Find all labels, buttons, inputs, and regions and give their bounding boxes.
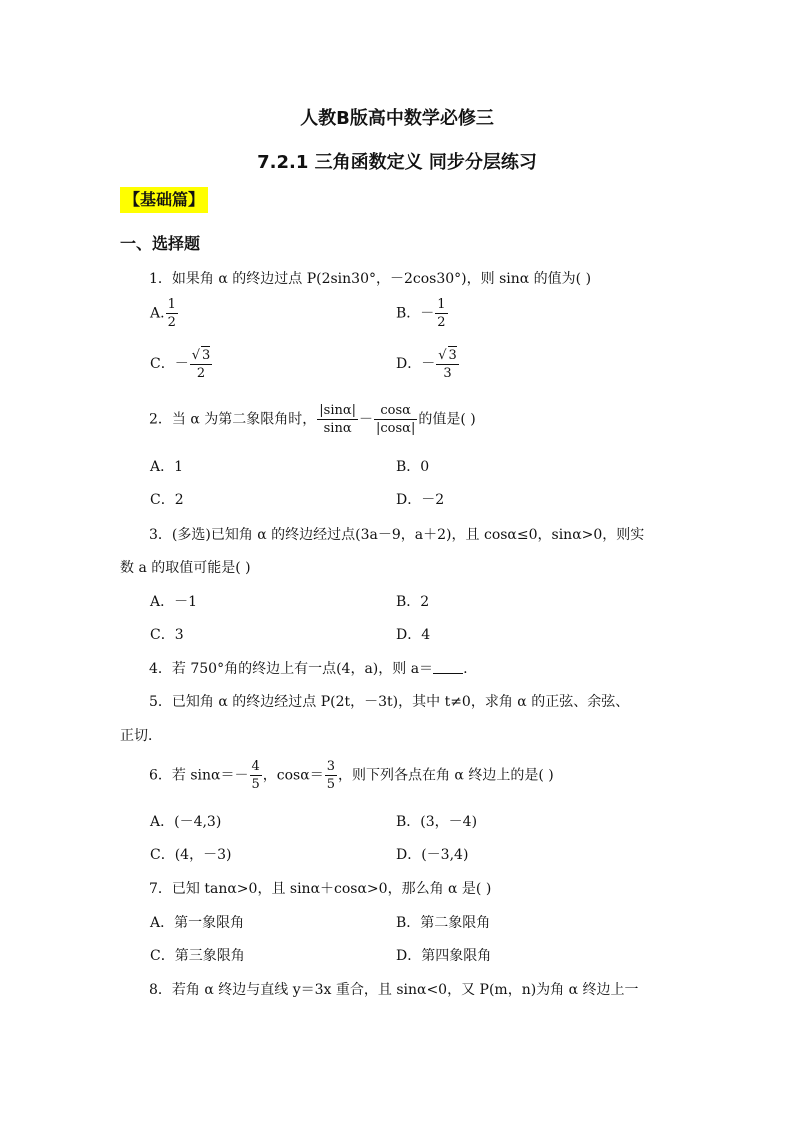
- fraction: [436, 346, 459, 382]
- question-text: 2．当 α 为第二象限角时，: [149, 411, 317, 428]
- q3-option-a: A．－1: [150, 594, 198, 610]
- q7-option-c: C．第三象限角: [150, 948, 245, 964]
- fraction: [374, 402, 417, 437]
- fraction: [166, 296, 178, 331]
- denominator: sinα: [323, 421, 352, 436]
- fraction: [435, 296, 447, 331]
- option-label: B．－: [396, 305, 435, 322]
- denominator: 3: [443, 366, 452, 381]
- denominator: 5: [251, 777, 260, 792]
- question-7: 7．已知 tanα>0，且 sinα＋cosα>0，那么角 α 是( ): [149, 881, 492, 897]
- minus-sign: －: [359, 411, 374, 428]
- question-8: 8．若角 α 终边与直线 y＝3x 重合，且 sinα<0，又 P(m，n)为角 α 终边上一: [149, 982, 639, 998]
- question-text: 6．若 sinα＝－: [149, 767, 249, 784]
- question-text: .: [463, 661, 468, 677]
- q1-option-c: [150, 346, 213, 382]
- q1-option-a: [150, 296, 179, 331]
- question-1: 1．如果角 α 的终边过点 P(2sin30°，－2cos30°)，则 sinα 的值为( ): [149, 271, 592, 287]
- q7-option-b: B．第二象限角: [396, 915, 491, 931]
- denominator: 2: [196, 366, 206, 381]
- denominator: 5: [326, 777, 335, 792]
- numerator: 1: [167, 297, 176, 312]
- option-label: D．－: [396, 356, 436, 372]
- option-label: C．－: [150, 356, 189, 372]
- q2-option-c: C．2: [150, 492, 184, 508]
- question-text: ，cosα＝: [262, 767, 324, 784]
- q1-option-d: [396, 346, 460, 382]
- numerator: √ 3: [191, 348, 211, 363]
- q2-option-b: B．0: [396, 459, 430, 475]
- q1-option-b: [396, 296, 449, 331]
- q7-option-a: A．第一象限角: [150, 915, 245, 931]
- radicand: 3: [448, 348, 457, 363]
- numerator: |sinα|: [319, 403, 357, 418]
- q3-option-b: B．2: [396, 594, 430, 610]
- numerator: √ 3: [438, 348, 457, 363]
- question-5-line-1: 5．已知角 α 的终边经过点 P(2t，－3t)，其中 t≠0，求角 α 的正弦、余弦、: [149, 694, 630, 710]
- denominator: |cosα|: [376, 421, 416, 436]
- section-heading: 一、选择题: [120, 234, 201, 253]
- q2-option-d: D．－2: [396, 492, 445, 508]
- question-2: [149, 402, 476, 437]
- option-label: A.: [150, 305, 165, 322]
- answer-blank: [433, 673, 463, 674]
- denominator: 2: [437, 315, 446, 330]
- numerator: 1: [437, 297, 446, 312]
- q6-option-c: C．(4，－3): [150, 847, 232, 863]
- fraction: [250, 758, 262, 793]
- question-text: 的值是( ): [418, 411, 476, 428]
- denominator: 2: [167, 315, 176, 330]
- question-3-line-1: 3．(多选)已知角 α 的终边经过点(3a－9，a＋2)，且 cosα≤0，sinα>0，则实: [149, 527, 645, 543]
- question-6: [149, 758, 554, 793]
- q6-option-b: B．(3，－4): [396, 814, 478, 830]
- q2-option-a: A．1: [150, 459, 184, 475]
- question-5-line-2: 正切．: [120, 728, 162, 744]
- numerator: 3: [326, 759, 335, 774]
- question-text: ，则下列各点在角 α 终边上的是( ): [337, 767, 554, 784]
- document-title: 人教B版高中数学必修三: [300, 108, 494, 129]
- document-subtitle: 7.2.1 三角函数定义 同步分层练习: [257, 152, 537, 173]
- question-text: 4．若 750°角的终边上有一点(4，a)，则 a＝: [149, 661, 434, 677]
- q7-option-d: D．第四象限角: [396, 948, 492, 964]
- level-banner: 【基础篇】: [120, 187, 208, 213]
- fraction: [325, 758, 337, 793]
- q6-option-a: A．(－4,3): [150, 814, 222, 830]
- fraction: [190, 346, 213, 382]
- radicand: 3: [202, 348, 211, 363]
- q3-option-d: D．4: [396, 627, 431, 643]
- q6-option-d: D．(－3,4): [396, 847, 469, 863]
- numerator: cosα: [374, 402, 417, 420]
- numerator: 4: [251, 759, 260, 774]
- question-4: [149, 658, 468, 678]
- q3-option-c: C．3: [150, 627, 184, 643]
- question-3-line-2: 数 a 的取值可能是( ): [120, 560, 251, 576]
- fraction: [317, 402, 358, 437]
